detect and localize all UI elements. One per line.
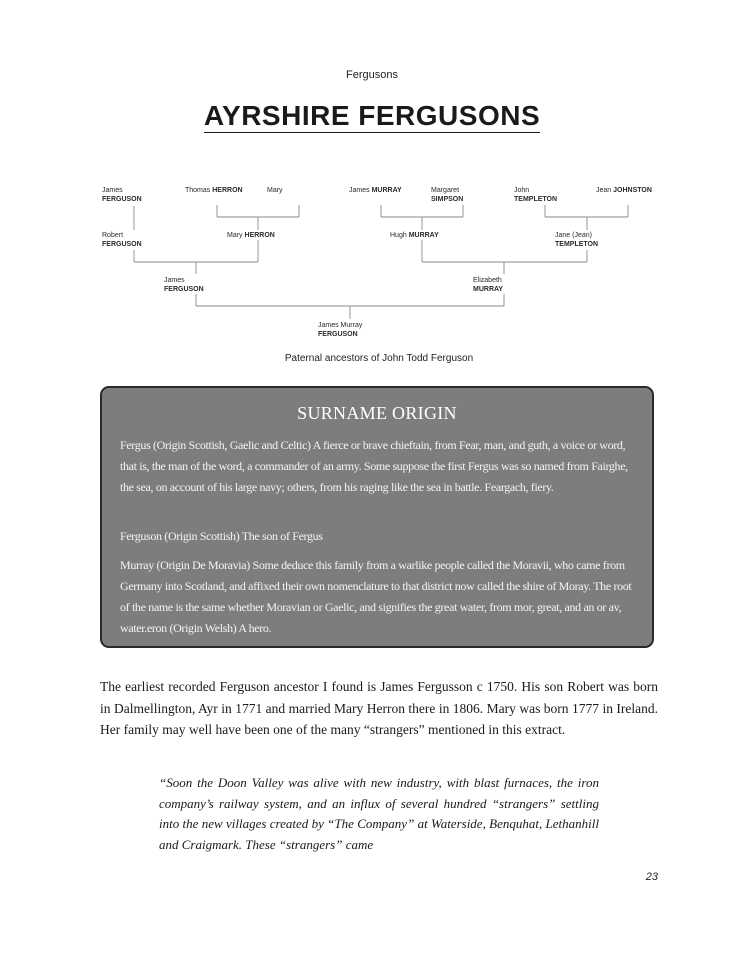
tree-person-jane-templeton: Jane (Jean) TEMPLETON xyxy=(555,232,599,248)
surname-origin-title: SURNAME ORIGIN xyxy=(297,403,457,423)
tree-person-john-templeton: John TEMPLETON xyxy=(514,187,558,203)
name-robert: Robert xyxy=(567,679,604,694)
tree-person-james-ferguson-2: James FERGUSON xyxy=(164,277,204,293)
tree-person-margaret-simpson: Margaret SIMPSON xyxy=(431,187,464,203)
tree-person-elizabeth-murray: Elizabeth MURRAY xyxy=(473,277,504,293)
page-number: 23 xyxy=(645,871,658,883)
tree-person-jean-johnston: Jean JOHNSTON xyxy=(596,187,652,194)
tree-person-thomas-herron: Thomas HERRON xyxy=(185,187,243,194)
tree-caption: Paternal ancestors of John Todd Ferguson xyxy=(284,353,474,364)
name-james-fergusson: James Fergusson xyxy=(380,679,473,694)
tree-person-robert-ferguson: Robert FERGUSON xyxy=(102,232,142,248)
body-paragraph: The earliest recorded Ferguson ancestor I found is James Fergusson c 1750. His son Robert was born in Dalmellington, Ayr in 1771 and married Mary Herron there in 1806. Mary was born 1777 in Ireland. Her family may well have been one of the many “strangers” mentioned in this extract. xyxy=(100,679,658,737)
tree-person-james-murray: James MURRAY xyxy=(349,187,402,194)
surname-origin-fergus: Fergus (Origin Scottish, Gaelic and Celtic) A fierce or brave chieftain, from Fear, man, and guth, a voice or word, that is, the man of the word, a commander of an army. Some suppose the first Fergus was so named from Fairghe, the sea, on account of his large navy; others, from his raging like the sea in battle. Feargach, fiery. xyxy=(120,438,628,494)
tree-person-james-ferguson-1: James FERGUSON xyxy=(102,187,142,203)
tree-person-hugh-murray: Hugh MURRAY xyxy=(390,232,439,239)
family-tree-lines xyxy=(0,0,744,350)
surname-origin-ferguson: Ferguson (Origin Scottish) The son of Fergus xyxy=(120,529,323,543)
name-mary-herron: Mary Herron xyxy=(334,700,405,716)
chapter-title-text: AYRSHIRE FERGUSONS xyxy=(203,100,541,131)
surname-origin-murray: Murray (Origin De Moravia) Some deduce this family from a warlike people called the Moravii, who came from Germany into Scotland, and affixed their own nomenclature to that district now called the shire of Moray. The root of the name is the same whether Moravian or Gaelic, and signifies the great water, from mor, great, and an or av, water.eron (Origin Welsh) A hero. xyxy=(120,558,632,635)
running-head: Fergusons xyxy=(346,69,398,81)
tree-person-james-murray-ferguson: James Murray FERGUSON xyxy=(318,322,363,338)
surname-origin-box xyxy=(100,386,654,648)
tree-person-mary: Mary xyxy=(267,187,283,194)
block-quote: “Soon the Doon Valley was alive with new industry, with blast furnaces, the iron company’s railway system, and an influx of several hundred “strangers” settling into the new villages created by “The Company” at Waterside, Benquhat, Lethanhill and Craigmark. These “strangers” came xyxy=(159,775,599,852)
tree-person-mary-herron: Mary HERRON xyxy=(227,232,275,239)
